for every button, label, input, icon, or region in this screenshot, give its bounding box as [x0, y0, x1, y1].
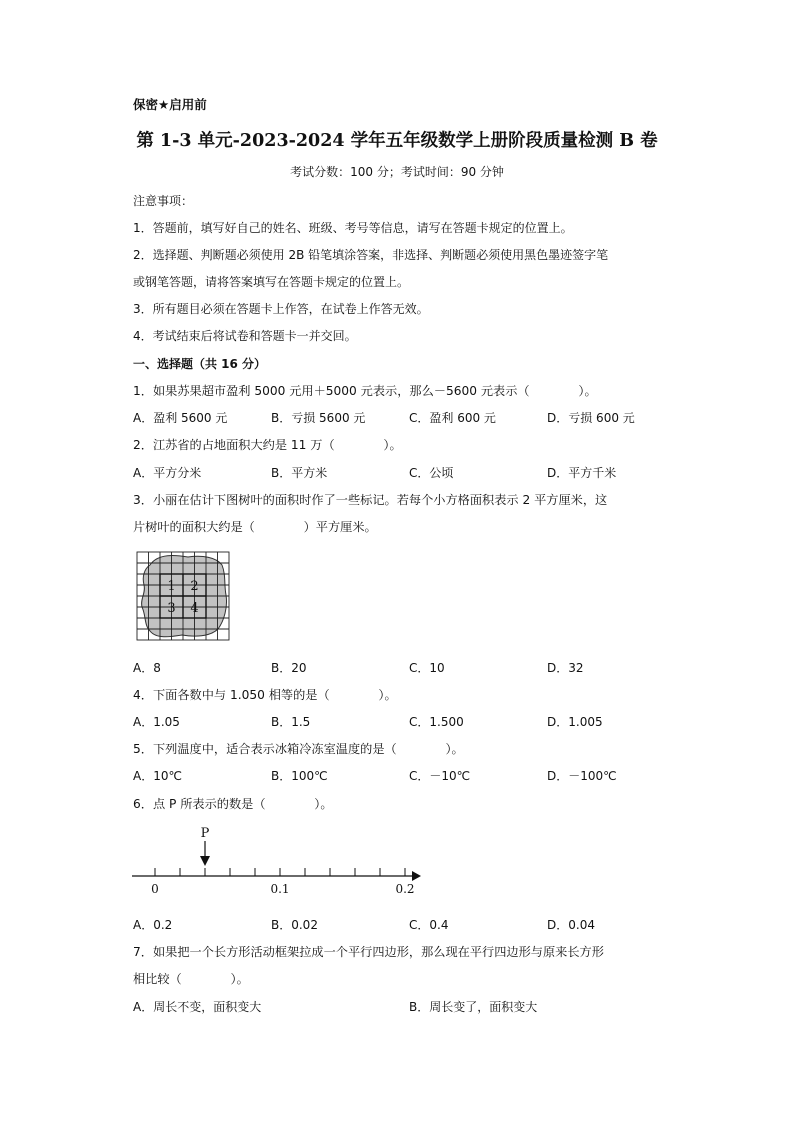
- q4-option-a: A．1.05: [133, 715, 180, 729]
- q3-option-d: D．32: [547, 661, 584, 675]
- grid-label-4: 4: [190, 601, 199, 616]
- question-7: 7．如果把一个长方形活动框架拉成一个平行四边形，那么现在平行四边形与原来长方形: [133, 945, 604, 959]
- note-item: 3．所有题目必须在答题卡上作答，在试卷上作答无效。: [133, 302, 429, 316]
- note-item: 2．选择题、判断题必须使用 2B 铅笔填涂答案，非选择、判断题必须使用黑色墨迹签字笔: [133, 248, 609, 262]
- q1-option-c: C．盈利 600 元: [409, 411, 496, 425]
- question-1: 1．如果苏果超市盈利 5000 元用＋5000 元表示，那么－5600 元表示（ ）。: [133, 384, 597, 398]
- q2-option-c: C．公顷: [409, 466, 454, 480]
- question-7-cont: 相比较（ ）。: [133, 972, 249, 986]
- q3-option-b: B．20: [271, 661, 307, 675]
- note-item: 或钢笔答题，请将答案填写在答题卡规定的位置上。: [133, 275, 410, 289]
- q1-option-d: D．亏损 600 元: [547, 411, 635, 425]
- page-title: 第 1-3 单元-2023-2024 学年五年级数学上册阶段质量检测 B 卷: [136, 131, 658, 151]
- question-6: 6．点 P 所表示的数是（ ）。: [133, 797, 333, 811]
- axis-label-0.2: 0.2: [395, 882, 415, 896]
- q7-option-a: A．周长不变，面积变大: [133, 1000, 262, 1014]
- axis-label-0: 0: [151, 882, 159, 896]
- section-heading: 一、选择题（共 16 分）: [133, 357, 267, 371]
- grid-label-1: 1: [167, 579, 176, 594]
- q3-option-c: C．10: [409, 661, 445, 675]
- q4-option-c: C．1.500: [409, 715, 464, 729]
- q6-option-b: B．0.02: [271, 918, 318, 932]
- question-3: 3．小丽在估计下图树叶的面积时作了一些标记。若每个小方格面积表示 2 平方厘米，这: [133, 493, 608, 507]
- q4-option-d: D．1.005: [547, 715, 603, 729]
- q7-option-b: B．周长变了，面积变大: [409, 1000, 538, 1014]
- note-item: 4．考试结束后将试卷和答题卡一并交回。: [133, 329, 357, 343]
- q1-option-b: B．亏损 5600 元: [271, 411, 366, 425]
- question-3-cont: 片树叶的面积大约是（ ）平方厘米。: [133, 520, 377, 534]
- q5-option-a: A．10℃: [133, 769, 182, 783]
- q5-option-c: C．－10℃: [409, 769, 471, 783]
- leaf-grid-figure: [136, 551, 230, 641]
- axis-arrowhead: [412, 871, 421, 881]
- q5-option-d: D．－100℃: [547, 769, 617, 783]
- q2-option-b: B．平方米: [271, 466, 328, 480]
- notes-heading: 注意事项：: [133, 194, 194, 208]
- q4-option-b: B．1.5: [271, 715, 311, 729]
- note-item: 1．答题前，填写好自己的姓名、班级、考号等信息，请写在答题卡规定的位置上。: [133, 221, 573, 235]
- grid-label-2: 2: [190, 579, 199, 594]
- q3-option-a: A．8: [133, 661, 161, 675]
- q6-option-c: C．0.4: [409, 918, 449, 932]
- point-p-arrow: [200, 856, 210, 866]
- number-line-figure: [128, 822, 424, 898]
- question-5: 5．下列温度中，适合表示冰箱冷冻室温度的是（ ）。: [133, 742, 464, 756]
- confidential-mark: 保密★启用前: [133, 97, 207, 112]
- axis-ticks: [155, 868, 405, 876]
- question-4: 4．下面各数中与 1.050 相等的是（ ）。: [133, 688, 397, 702]
- q2-option-d: D．平方千米: [547, 466, 617, 480]
- q1-option-a: A．盈利 5600 元: [133, 411, 228, 425]
- exam-info: 考试分数：100 分；考试时间：90 分钟: [290, 165, 504, 179]
- q2-option-a: A．平方分米: [133, 466, 202, 480]
- q6-option-a: A．0.2: [133, 918, 173, 932]
- axis-label-0.1: 0.1: [270, 882, 290, 896]
- grid-label-3: 3: [167, 601, 176, 616]
- question-2: 2．江苏省的占地面积大约是 11 万（ ）。: [133, 438, 402, 452]
- point-p-label: P: [200, 826, 210, 841]
- q6-option-d: D．0.04: [547, 918, 595, 932]
- q5-option-b: B．100℃: [271, 769, 328, 783]
